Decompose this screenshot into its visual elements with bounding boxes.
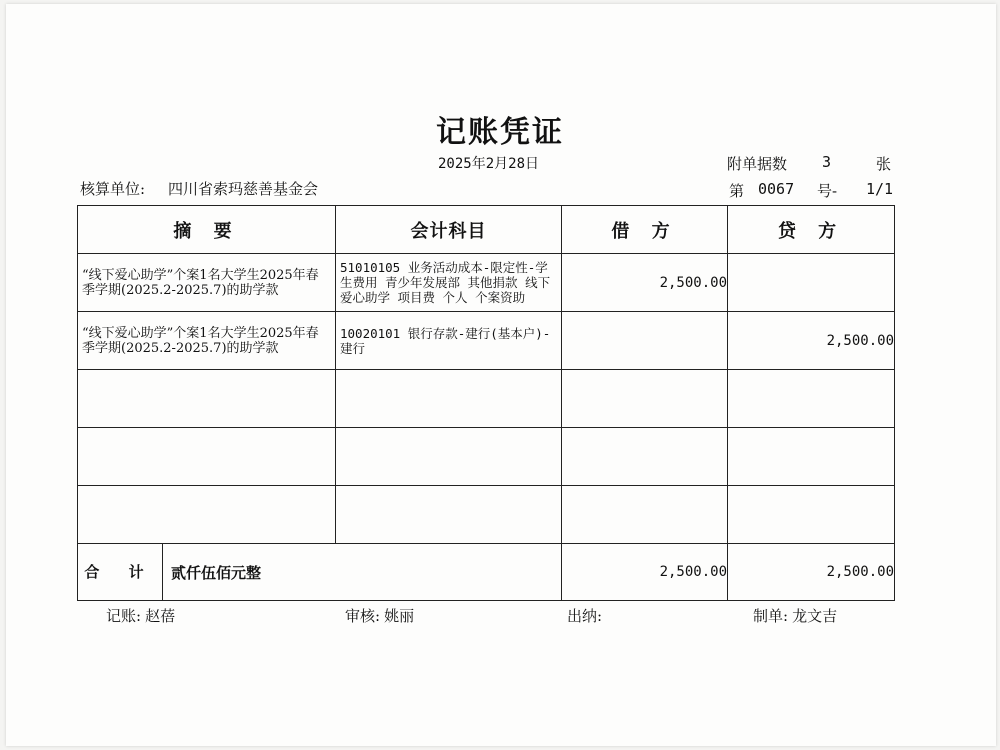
table-row — [78, 254, 895, 312]
total-row — [78, 544, 895, 601]
accounting-unit-label: 核算单位: — [80, 180, 146, 198]
entry-credit: 2,500.00 — [728, 312, 895, 370]
entry-debit: 2,500.00 — [562, 254, 728, 312]
header-account: 会计科目 — [336, 206, 562, 254]
total-label: 合 计 — [78, 544, 163, 600]
entry-account: 10020101 银行存款-建行(基本户)-建行 — [340, 325, 551, 356]
bookkeeper-name: 赵蓓 — [145, 607, 176, 625]
cashier-label: 出纳: — [567, 607, 603, 625]
voucher-date: 2025年2月28日 — [438, 156, 540, 172]
voucher-no-prefix: 第 — [729, 182, 745, 200]
bookkeeper-signature — [106, 605, 175, 626]
table-row — [78, 312, 895, 370]
reviewer-name: 姚丽 — [384, 607, 415, 625]
accounting-unit-name: 四川省索玛慈善基金会 — [168, 180, 319, 198]
attachments-unit: 张 — [876, 155, 892, 173]
voucher-no-suffix: 号- — [817, 182, 838, 200]
cashier-signature — [567, 605, 606, 626]
reviewer-label: 审核: — [345, 607, 381, 625]
table-header — [78, 206, 895, 254]
preparer-signature — [753, 605, 837, 626]
entry-credit — [728, 254, 895, 312]
entry-debit — [562, 312, 728, 370]
entry-summary: “线下爱心助学”个案1名大学生2025年春季学期(2025.2-2025.7)的助学款 — [82, 267, 319, 298]
reviewer-signature — [345, 605, 414, 626]
attachments-count: 3 — [822, 153, 832, 171]
entry-account: 51010105 业务活动成本-限定性-学生费用 青少年发展部 其他捐款 线下爱心助学 项目费 个人 个案资助 — [340, 260, 551, 305]
preparer-label: 制单: — [753, 607, 789, 625]
attachments-label: 附单据数 — [727, 155, 788, 173]
table-row-empty — [78, 428, 895, 486]
entry-summary: “线下爱心助学”个案1名大学生2025年春季学期(2025.2-2025.7)的助学款 — [82, 325, 319, 356]
voucher-table — [77, 205, 895, 601]
total-in-words: 贰仟伍佰元整 — [171, 563, 262, 582]
header-debit: 借 方 — [562, 206, 728, 254]
total-debit: 2,500.00 — [562, 544, 728, 601]
table-row-empty — [78, 370, 895, 428]
voucher-title: 记账凭证 — [436, 115, 564, 150]
voucher-page-count: 1/1 — [866, 180, 894, 198]
table-row-empty — [78, 486, 895, 544]
voucher-no-number: 0067 — [758, 180, 795, 198]
preparer-name: 龙文吉 — [792, 607, 838, 625]
header-credit: 贷 方 — [728, 206, 895, 254]
header-summary: 摘 要 — [78, 206, 336, 254]
total-credit: 2,500.00 — [728, 544, 895, 601]
bookkeeper-label: 记账: — [106, 607, 142, 625]
